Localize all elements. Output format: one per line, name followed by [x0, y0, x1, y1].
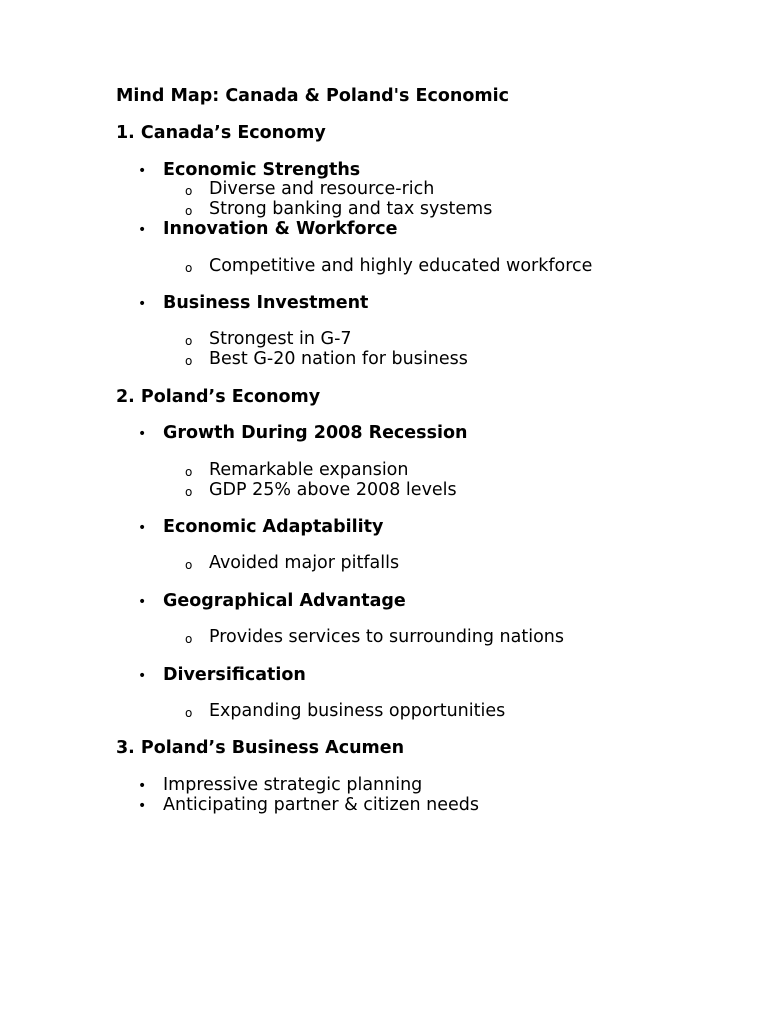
document-title: Mind Map: Canada & Poland's Economic: [116, 86, 509, 106]
bullet-icon: •: [138, 520, 147, 536]
bullet-icon: •: [138, 594, 147, 610]
list-item: Impressive strategic planning: [163, 775, 423, 795]
sub-list-item: Expanding business opportunities: [209, 701, 506, 721]
sub-bullet-icon: o: [185, 354, 193, 368]
bullet-icon: •: [138, 778, 147, 794]
sub-list-item: Strongest in G-7: [209, 329, 352, 349]
bullet-icon: •: [138, 163, 147, 179]
bullet-icon: •: [138, 296, 147, 312]
section-heading: 2. Poland’s Economy: [116, 387, 321, 407]
bullet-icon: •: [138, 668, 147, 684]
bullet-icon: •: [138, 426, 147, 442]
list-item: Anticipating partner & citizen needs: [163, 795, 479, 815]
sub-list-item: GDP 25% above 2008 levels: [209, 480, 457, 500]
sub-list-item: Competitive and highly educated workforce: [209, 256, 593, 276]
sub-bullet-icon: o: [185, 632, 193, 646]
sub-list-item: Remarkable expansion: [209, 460, 409, 480]
list-item-heading: Innovation & Workforce: [163, 219, 398, 239]
section-heading: 1. Canada’s Economy: [116, 123, 326, 143]
sub-bullet-icon: o: [185, 485, 193, 499]
sub-bullet-icon: o: [185, 706, 193, 720]
section-heading: 3. Poland’s Business Acumen: [116, 738, 405, 758]
bullet-icon: •: [138, 222, 147, 238]
list-item-heading: Economic Adaptability: [163, 517, 384, 537]
bullet-icon: •: [138, 798, 147, 814]
sub-bullet-icon: o: [185, 558, 193, 572]
list-item-heading: Business Investment: [163, 293, 369, 313]
sub-bullet-icon: o: [185, 334, 193, 348]
list-item-heading: Growth During 2008 Recession: [163, 423, 468, 443]
sub-bullet-icon: o: [185, 204, 193, 218]
list-item-heading: Diversification: [163, 665, 306, 685]
sub-list-item: Best G-20 nation for business: [209, 349, 468, 369]
list-item-heading: Geographical Advantage: [163, 591, 406, 611]
sub-list-item: Strong banking and tax systems: [209, 199, 493, 219]
sub-list-item: Diverse and resource-rich: [209, 179, 435, 199]
sub-bullet-icon: o: [185, 184, 193, 198]
sub-bullet-icon: o: [185, 261, 193, 275]
sub-list-item: Avoided major pitfalls: [209, 553, 400, 573]
sub-list-item: Provides services to surrounding nations: [209, 627, 565, 647]
list-item-heading: Economic Strengths: [163, 160, 361, 180]
sub-bullet-icon: o: [185, 465, 193, 479]
